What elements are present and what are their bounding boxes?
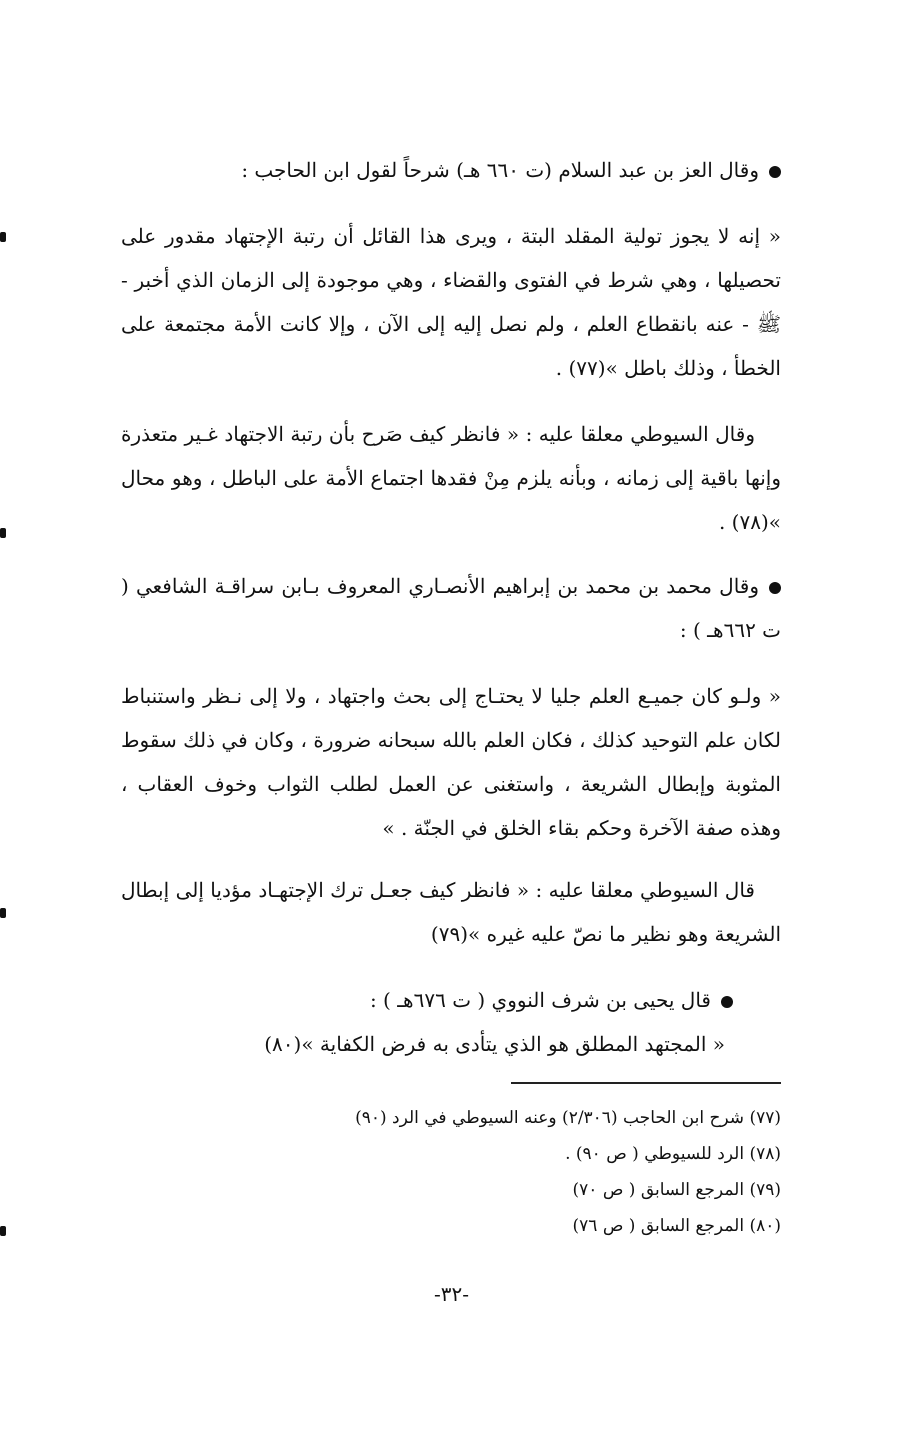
bullet-icon	[769, 166, 781, 178]
scan-edge-mark	[0, 1226, 6, 1236]
quote-nawawi	[121, 1022, 781, 1066]
paragraph-text: « المجتهد المطلق هو الذي يتأدى به فرض الكفاية »(٨٠)	[264, 1032, 725, 1056]
paragraph-text: قال يحيى بن شرف النووي ( ت ٦٧٦هـ ) :	[369, 988, 711, 1012]
paragraph-text: « ولـو كان جميـع العلم جليا لا يحتـاج إلى بحث واجتهاد ، ولا إلى نـظر واستنباط لكان علم التوحيد كذلك ، فكان العلم بالله سبحانه ضرورة ، وكان في ذلك سقوط المثوبة وإبطال الشريعة ، واستغنى عن العمل لطلب الثواب وخوف العقاب ، وهذه صفة الآخرة وحكم بقاء الخلق في الجنّة . »	[121, 684, 781, 840]
footnote-78: (٧٨) الرد للسيوطي ( ص ٩٠) .	[565, 1144, 781, 1164]
footnote-79: (٧٩) المرجع السابق ( ص ٧٠)	[572, 1180, 781, 1200]
paragraph-nawawi	[121, 978, 781, 1022]
bullet-icon	[769, 582, 781, 594]
paragraph-izz	[121, 148, 781, 192]
paragraph-suyuti-1	[121, 412, 781, 544]
paragraph-text: وقال العز بن عبد السلام (ت ٦٦٠ هـ) شرحاً لقول ابن الحاجب :	[241, 158, 759, 182]
footnote-77: (٧٧) شرح ابن الحاجب (٢/٣٠٦) وعنه السيوطي في الرد (٩٠)	[355, 1108, 781, 1128]
paragraph-suraqa	[121, 564, 781, 652]
bullet-icon	[721, 996, 733, 1008]
scan-edge-mark	[0, 528, 6, 538]
quote-suraqa	[121, 674, 781, 850]
paragraph-text: قال السيوطي معلقا عليه : « فانظر كيف جعـل ترك الإجتهـاد مؤديا إلى إبطال الشريعة وهو نظير ما نصّ عليه غيره »(٧٩)	[121, 878, 781, 946]
scan-edge-mark	[0, 908, 6, 918]
page-number: -٣٢-	[433, 1282, 469, 1306]
footnotes	[121, 1100, 781, 1244]
paragraph-text: « إنه لا يجوز تولية المقلد البتة ، ويرى هذا القائل أن رتبة الإجتهاد مقدور على تحصيلها ، وهي شرط في الفتوى والقضاء ، وهي موجودة إلى الزمان الذي أخبر - ﷺ - عنه بانقطاع العلم ، ولم نصل إليه إلى الآن ، وإلا كانت الأمة مجتمعة على الخطأ ، وذلك باطل »(٧٧) .	[121, 224, 781, 380]
scan-edge-mark	[0, 232, 6, 242]
footnote-80: (٨٠) المرجع السابق ( ص ٧٦)	[572, 1216, 781, 1236]
paragraph-text: وقال محمد بن محمد بن إبراهيم الأنصـاري المعروف بـابن سراقـة الشافعي ( ت ٦٦٢هـ ) :	[121, 574, 781, 642]
quote-izz	[121, 214, 781, 390]
paragraph-text: وقال السيوطي معلقا عليه : « فانظر كيف صَرح بأن رتبة الاجتهاد غـير متعذرة وإنها باقية إلى زمانه ، وبأنه يلزم مِنْ فقدها اجتماع الأمة على الباطل ، وهو محال »(٧٨) .	[121, 422, 781, 534]
footnote-divider	[511, 1082, 781, 1084]
paragraph-suyuti-2	[121, 868, 781, 956]
